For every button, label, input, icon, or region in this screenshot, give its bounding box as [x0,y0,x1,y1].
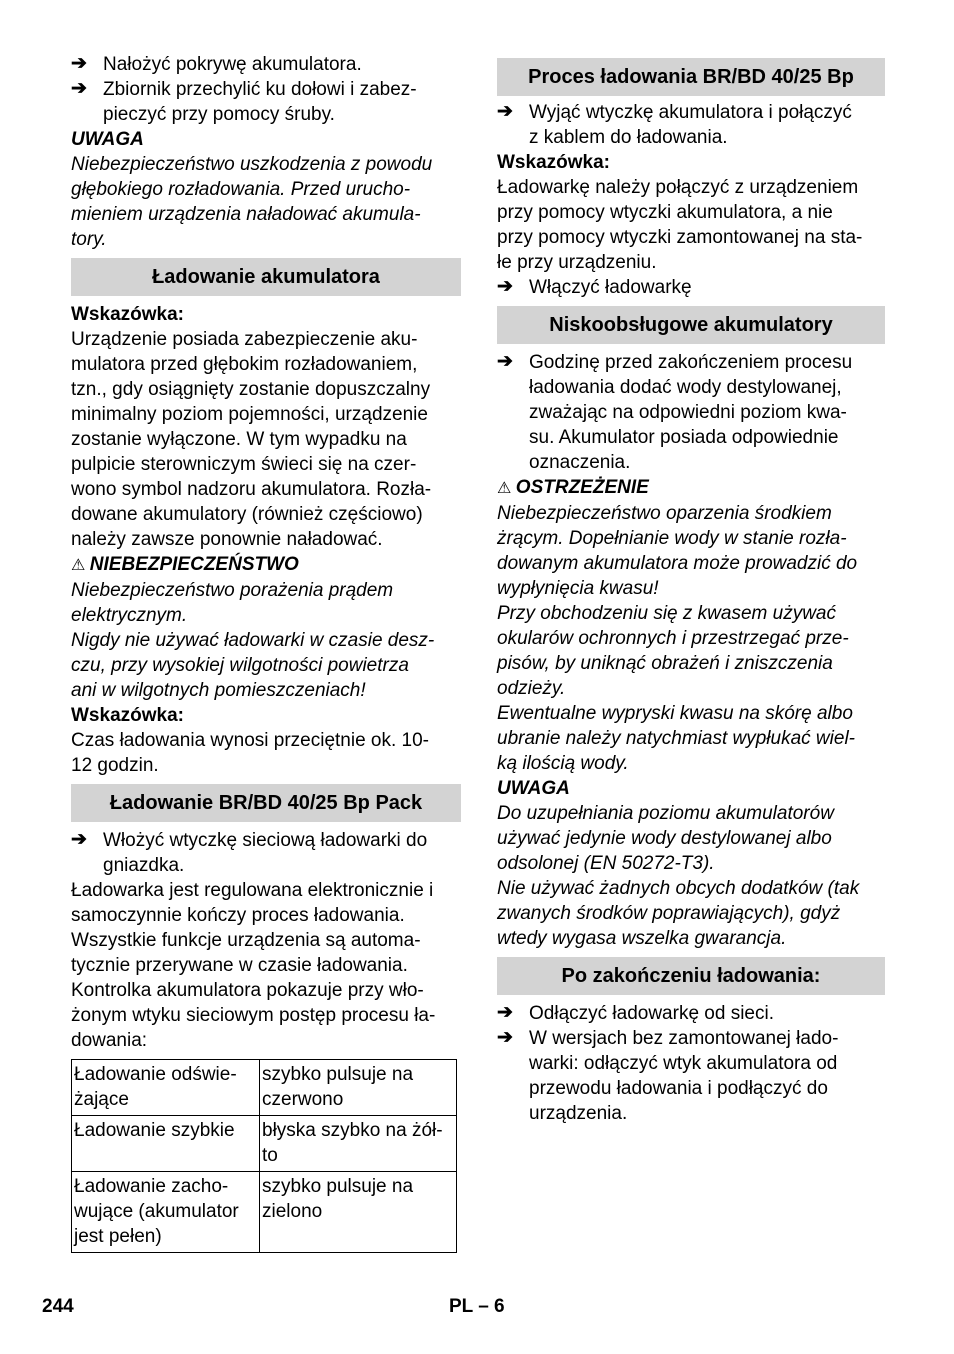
bullet-text: Wyjąć wtyczkę akumulatora i połączyć [529,102,852,123]
bullet-text: z kablem do ładowania. [529,127,728,148]
warning-icon: ⚠ [497,480,516,497]
bullet-item [497,1001,885,1026]
note-text: łe przy urządzeniu. [497,252,657,273]
bullet-item [497,1026,885,1126]
arrow-icon: ➔ [497,276,513,297]
uwaga-text: używać jedynie wody destylowanej albo [497,828,832,849]
danger-title-label: NIEBEZPIECZEŃSTWO [89,554,299,575]
bullet-text: Odłączyć ładowarkę od sieci. [529,1003,774,1024]
bullet-text: zważając na odpowiedni poziom kwa- [529,402,847,423]
paragraph-line: samoczynnie kończy proces ładowania. [71,905,405,926]
cell-line: wujące (akumulator [74,1201,239,1222]
table-cell [72,1172,260,1253]
note-text: przy pomocy wtyczki akumulatora, a nie [497,202,833,223]
arrow-icon: ➔ [497,1002,513,1023]
warning-title [497,475,885,501]
cell-line: zielono [262,1201,323,1222]
note-text: Urządzenie posiada zabezpieczenie aku- [71,329,418,350]
section-heading: Po zakończeniu ładowania: [497,957,885,995]
uwaga-text: odsolonej (EN 50272-T3). [497,853,715,874]
warning-text: odzieży. [497,678,566,699]
table-row [72,1060,457,1116]
bullet-text: Zbiornik przechylić ku dołowi i zabez- [103,79,417,100]
paragraph-line: Ładowarka jest regulowana elektronicznie i [71,880,434,901]
uwaga-text: tory. [71,229,107,250]
table-row [72,1116,457,1172]
uwaga-text: Nie używać żadnych obcych dodatków (tak [497,878,860,899]
language-page: PL – 6 [449,1296,505,1317]
danger-text: elektrycznym. [71,605,188,626]
uwaga-title-label: UWAGA [71,129,144,150]
cell-line: Ładowanie zacho- [74,1176,229,1197]
note-title [71,302,461,327]
warning-text: okularów ochronnych i przestrzegać prze- [497,628,849,649]
note-text: przy pomocy wtyczki zamontowanej na sta- [497,227,863,248]
note-text: Czas ładowania wynosi przeciętnie ok. 10- [71,730,430,751]
warning-text: dowanym akumulatora może prowadzić do [497,553,858,574]
bullet-text: oznaczenia. [529,452,631,473]
bullet-text: su. Akumulator posiada odpowiednie [529,427,839,448]
bullet-text: warki: odłączyć wtyk akumulatora od [529,1053,838,1074]
warning-text: żrącym. Dopełnianie wody w stanie rozła- [497,528,847,549]
cell-line: to [262,1145,278,1166]
cell-line: jest pełen) [74,1226,162,1247]
bullet-text: Włożyć wtyczkę sieciową ładowarki do [103,830,428,851]
paragraph-line: Wszystkie funkcje urządzenia są automa- [71,930,421,951]
arrow-icon: ➔ [497,101,513,122]
paragraph-line: żonym wtyku sieciowym postęp procesu ła- [71,1005,436,1026]
arrow-icon: ➔ [71,78,87,99]
danger-title [71,552,461,578]
paragraph-line: dowania: [71,1030,148,1051]
note-text: pulpicie sterowniczym świeci się na czer- [71,454,417,475]
left-column [71,52,461,1253]
bullet-text: urządzenia. [529,1103,628,1124]
note-text: wono symbol nadzoru akumulatora. Rozła- [71,479,432,500]
uwaga-text: zwanych środków poprawiających), gdyż [497,903,841,924]
paragraph-line: Kontrolka akumulatora pokazuje przy wło- [71,980,424,1001]
cell-line: Ładowanie szybkie [74,1120,235,1141]
uwaga-text: Do uzupełniania poziomu akumulatorów [497,803,834,824]
right-column [497,58,885,1126]
uwaga-text: głębokiego rozładowania. Przed urucho- [71,179,411,200]
bullet-text: W wersjach bez zamontowanej łado- [529,1028,839,1049]
warning-text: ką ilością wody. [497,753,629,774]
note-text: mulatora przed głębokim rozładowaniem, [71,354,418,375]
warning-icon: ⚠ [71,557,90,574]
note-text: Ładowarkę należy połączyć z urządzeniem [497,177,859,198]
note-text: zostanie wyłączone. W tym wypadku na [71,429,407,450]
uwaga-title [71,127,461,152]
bullet-text: gniazdka. [103,855,185,876]
note-title-label: Wskazówka: [71,304,184,325]
cell-line: szybko pulsuje na [262,1176,414,1197]
arrow-icon: ➔ [497,351,513,372]
bullet-item [497,275,885,300]
cell-line: żające [74,1089,129,1110]
section-heading: Ładowanie BR/BD 40/25 Bp Pack [71,784,461,822]
table-cell [72,1116,260,1172]
uwaga-text: Niebezpieczeństwo uszkodzenia z powodu [71,154,433,175]
danger-text: Nigdy nie używać ładowarki w czasie desz- [71,630,435,651]
danger-text: ani w wilgotnych pomieszczeniach! [71,680,366,701]
note-text: należy zawsze ponownie naładować. [71,529,383,550]
danger-text: Niebezpieczeństwo porażenia prądem [71,580,394,601]
section-heading: Proces ładowania BR/BD 40/25 Bp [497,58,885,96]
uwaga-text: wtedy wygasa wszelka gwarancja. [497,928,787,949]
note-text: tzn., gdy osiągnięty zostanie dopuszczalny [71,379,431,400]
warning-text: Niebezpieczeństwo oparzenia środkiem [497,503,832,524]
section-heading: Ładowanie akumulatora [71,258,461,296]
bullet-item [71,828,461,878]
bullet-text: przewodu ładowania i podłączyć do [529,1078,828,1099]
uwaga-text: mieniem urządzenia naładować akumula- [71,204,421,225]
table-cell [260,1172,457,1253]
bullet-item [71,77,461,127]
arrow-icon: ➔ [497,1027,513,1048]
note-title [497,150,885,175]
cell-line: szybko pulsuje na [262,1064,414,1085]
bullet-text: ładowania dodać wody destylowanej, [529,377,842,398]
note-text: 12 godzin. [71,755,159,776]
bullet-item [497,350,885,475]
warning-text: pisów, by uniknąć obrażeń i zniszczenia [497,653,833,674]
warning-text: wypłynięcia kwasu! [497,578,659,599]
bullet-text: Włączyć ładowarkę [529,277,692,298]
uwaga-title-label: UWAGA [497,778,570,799]
note-text: minimalny poziom pojemności, urządzenie [71,404,428,425]
note-title-label: Wskazówka: [71,705,184,726]
bullet-item [71,52,461,77]
bullet-text: Godzinę przed zakończeniem procesu [529,352,853,373]
note-title [71,703,461,728]
paragraph-line: tycznie przerywane w czasie ładowania. [71,955,408,976]
warning-text: ubranie należy natychmiast wypłukać wiel- [497,728,855,749]
bullet-text: Nałożyć pokrywę akumulatora. [103,54,362,75]
warning-title-label: OSTRZEŻENIE [515,477,649,498]
table-cell [260,1060,457,1116]
bullet-text: pieczyć przy pomocy śruby. [103,104,335,125]
table-cell [72,1060,260,1116]
warning-text: Ewentualne wypryski kwasu na skórę albo [497,703,853,724]
arrow-icon: ➔ [71,53,87,74]
note-text: dowane akumulatory (również częściowo) [71,504,423,525]
cell-line: czerwono [262,1089,344,1110]
bullet-item [497,100,885,150]
status-table [71,1059,457,1253]
table-cell [260,1116,457,1172]
table-row [72,1172,457,1253]
cell-line: błyska szybko na żół- [262,1120,443,1141]
page-number: 244 [42,1296,74,1317]
danger-text: czu, przy wysokiej wilgotności powietrza [71,655,409,676]
uwaga-title [497,776,885,801]
note-title-label: Wskazówka: [497,152,610,173]
section-heading: Niskoobsługowe akumulatory [497,306,885,344]
warning-text: Przy obchodzeniu się z kwasem używać [497,603,836,624]
arrow-icon: ➔ [71,829,87,850]
cell-line: Ładowanie odświe- [74,1064,237,1085]
